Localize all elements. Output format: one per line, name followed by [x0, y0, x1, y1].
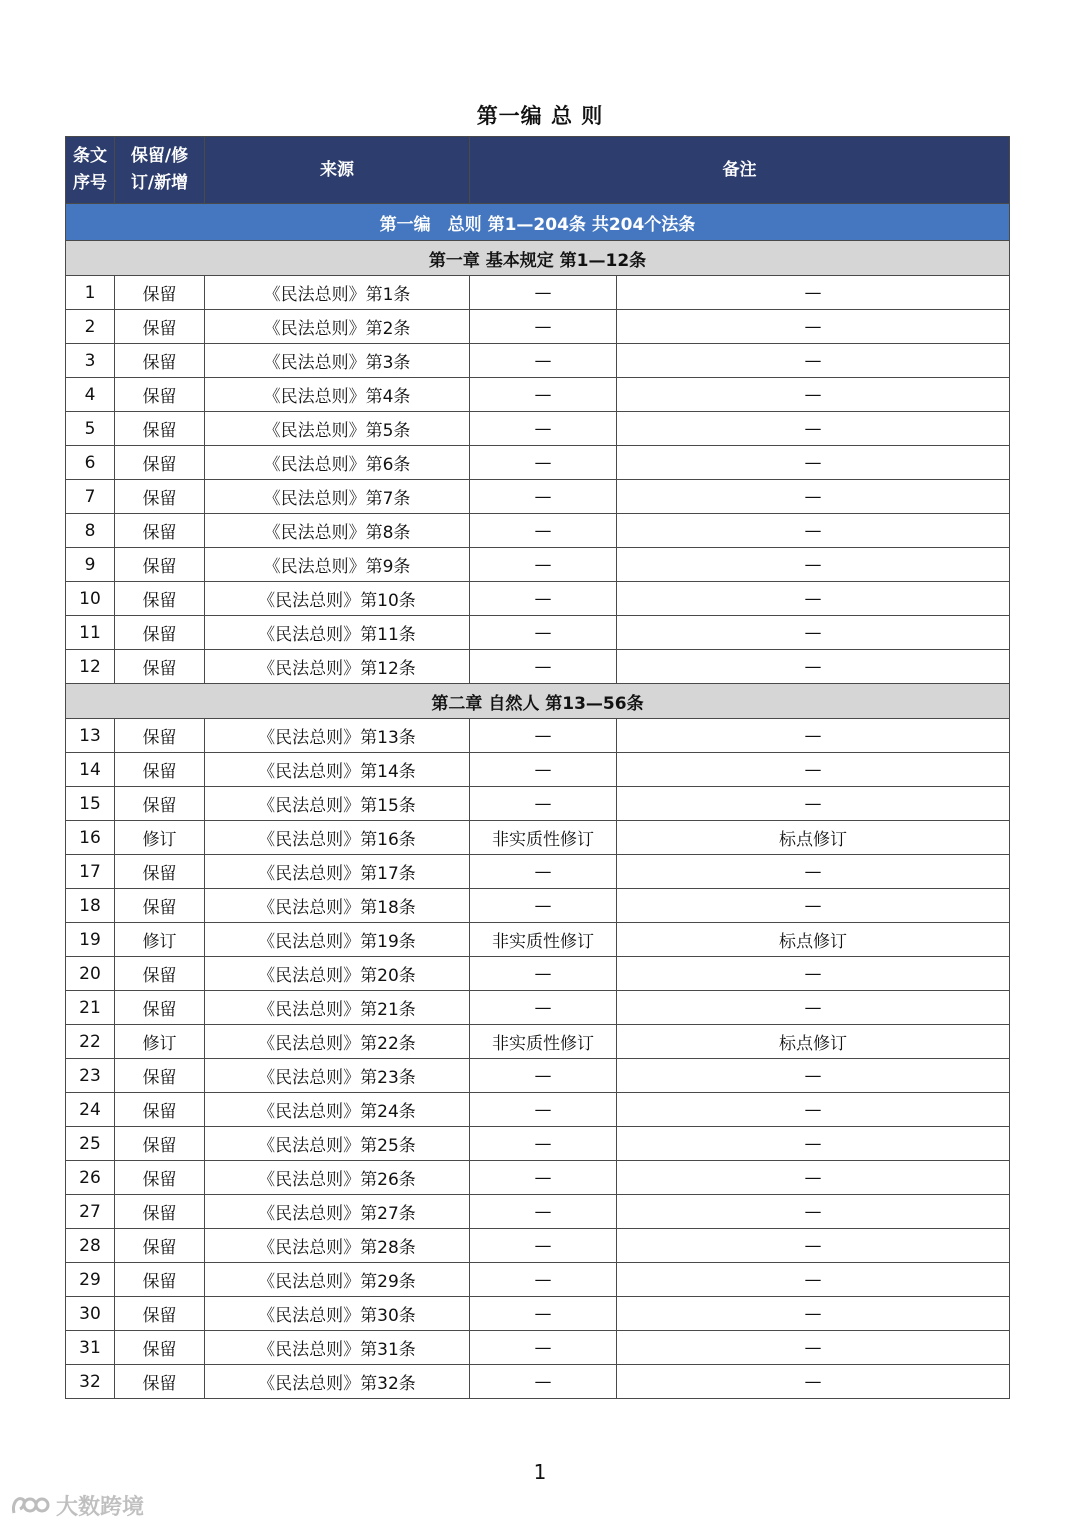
table-header-row	[66, 137, 1010, 204]
source-cell: 《民法总则》第9条	[205, 548, 470, 582]
source-cell: 《民法总则》第10条	[205, 582, 470, 616]
note-type-cell: —	[470, 1059, 617, 1093]
article-number-cell: 5	[66, 412, 115, 446]
table-row	[66, 1127, 1010, 1161]
note-type-cell: —	[470, 412, 617, 446]
note-detail-cell: —	[617, 719, 1010, 753]
source-cell: 《民法总则》第27条	[205, 1195, 470, 1229]
header-source: 来源	[205, 137, 470, 204]
article-number-cell: 26	[66, 1161, 115, 1195]
status-cell: 保留	[115, 719, 205, 753]
note-type-cell: —	[470, 889, 617, 923]
note-type-cell: 非实质性修订	[470, 1025, 617, 1059]
source-cell: 《民法总则》第2条	[205, 310, 470, 344]
note-type-cell: —	[470, 616, 617, 650]
note-type-cell: —	[470, 1195, 617, 1229]
source-cell: 《民法总则》第28条	[205, 1229, 470, 1263]
table-row	[66, 344, 1010, 378]
note-type-cell: —	[470, 1161, 617, 1195]
table-row	[66, 446, 1010, 480]
table-row	[66, 753, 1010, 787]
page-title: 第一编 总 则	[476, 104, 604, 128]
status-cell: 保留	[115, 344, 205, 378]
source-cell: 《民法总则》第31条	[205, 1331, 470, 1365]
note-detail-cell: —	[617, 1229, 1010, 1263]
table-row	[66, 719, 1010, 753]
article-number-cell: 19	[66, 923, 115, 957]
header-article-number	[66, 137, 115, 204]
chapter-row	[66, 684, 1010, 719]
article-number-cell: 14	[66, 753, 115, 787]
source-cell: 《民法总则》第16条	[205, 821, 470, 855]
status-cell: 保留	[115, 378, 205, 412]
note-detail-cell: —	[617, 650, 1010, 684]
note-type-cell: —	[470, 1297, 617, 1331]
note-detail-cell: —	[617, 991, 1010, 1025]
article-number-cell: 28	[66, 1229, 115, 1263]
note-detail-cell: —	[617, 446, 1010, 480]
table-row	[66, 1229, 1010, 1263]
note-detail-cell: —	[617, 1297, 1010, 1331]
status-cell: 保留	[115, 1297, 205, 1331]
table-row	[66, 276, 1010, 310]
note-type-cell: —	[470, 548, 617, 582]
watermark	[10, 1490, 144, 1521]
source-cell: 《民法总则》第8条	[205, 514, 470, 548]
note-detail-cell: —	[617, 1059, 1010, 1093]
status-cell: 保留	[115, 310, 205, 344]
status-cell: 保留	[115, 548, 205, 582]
table-row	[66, 1161, 1010, 1195]
header-notes: 备注	[470, 137, 1010, 204]
table-row	[66, 514, 1010, 548]
note-type-cell: —	[470, 276, 617, 310]
status-cell: 保留	[115, 957, 205, 991]
part-row	[66, 204, 1010, 241]
table-row	[66, 616, 1010, 650]
status-cell: 保留	[115, 991, 205, 1025]
status-cell: 保留	[115, 1195, 205, 1229]
article-number-cell: 21	[66, 991, 115, 1025]
note-type-cell: —	[470, 480, 617, 514]
note-type-cell: 非实质性修订	[470, 821, 617, 855]
source-cell: 《民法总则》第11条	[205, 616, 470, 650]
status-cell: 保留	[115, 855, 205, 889]
status-cell: 修订	[115, 1025, 205, 1059]
note-detail-cell: —	[617, 582, 1010, 616]
note-type-cell: —	[470, 1263, 617, 1297]
status-cell: 保留	[115, 1127, 205, 1161]
table-row	[66, 548, 1010, 582]
note-detail-cell: —	[617, 1161, 1010, 1195]
watermark-text: 大数跨境	[56, 1495, 145, 1520]
table-row	[66, 1297, 1010, 1331]
article-number-cell: 17	[66, 855, 115, 889]
table-row	[66, 650, 1010, 684]
status-cell: 保留	[115, 787, 205, 821]
source-cell: 《民法总则》第26条	[205, 1161, 470, 1195]
note-type-cell: 非实质性修订	[470, 923, 617, 957]
article-number-cell: 2	[66, 310, 115, 344]
article-number-cell: 16	[66, 821, 115, 855]
note-type-cell: —	[470, 1331, 617, 1365]
note-detail-cell: —	[617, 1365, 1010, 1399]
note-detail-cell: 标点修订	[617, 821, 1010, 855]
table-row	[66, 923, 1010, 957]
status-cell: 保留	[115, 1229, 205, 1263]
article-number-cell: 24	[66, 1093, 115, 1127]
note-detail-cell: —	[617, 480, 1010, 514]
source-cell: 《民法总则》第7条	[205, 480, 470, 514]
note-type-cell: —	[470, 582, 617, 616]
header-status-line1: 保留/修	[130, 146, 189, 166]
note-type-cell: —	[470, 855, 617, 889]
note-type-cell: —	[470, 719, 617, 753]
article-number-cell: 9	[66, 548, 115, 582]
source-cell: 《民法总则》第12条	[205, 650, 470, 684]
source-cell: 《民法总则》第4条	[205, 378, 470, 412]
table-row	[66, 412, 1010, 446]
note-detail-cell: —	[617, 753, 1010, 787]
article-number-cell: 20	[66, 957, 115, 991]
table-row	[66, 480, 1010, 514]
status-cell: 保留	[115, 753, 205, 787]
header-article-number-line2: 序号	[73, 173, 107, 193]
article-number-cell: 13	[66, 719, 115, 753]
status-cell: 保留	[115, 889, 205, 923]
note-detail-cell: —	[617, 548, 1010, 582]
article-number-cell: 31	[66, 1331, 115, 1365]
table-row	[66, 582, 1010, 616]
note-detail-cell: 标点修订	[617, 923, 1010, 957]
article-number-cell: 11	[66, 616, 115, 650]
table-row	[66, 821, 1010, 855]
note-detail-cell: —	[617, 889, 1010, 923]
article-number-cell: 8	[66, 514, 115, 548]
status-cell: 保留	[115, 1059, 205, 1093]
article-number-cell: 10	[66, 582, 115, 616]
source-cell: 《民法总则》第5条	[205, 412, 470, 446]
note-detail-cell: —	[617, 276, 1010, 310]
source-cell: 《民法总则》第3条	[205, 344, 470, 378]
source-cell: 《民法总则》第19条	[205, 923, 470, 957]
note-detail-cell: —	[617, 1127, 1010, 1161]
status-cell: 保留	[115, 412, 205, 446]
table-row	[66, 1365, 1010, 1399]
article-number-cell: 6	[66, 446, 115, 480]
table-row	[66, 1263, 1010, 1297]
status-cell: 保留	[115, 1093, 205, 1127]
source-cell: 《民法总则》第6条	[205, 446, 470, 480]
table-row	[66, 1331, 1010, 1365]
note-detail-cell: —	[617, 344, 1010, 378]
note-type-cell: —	[470, 991, 617, 1025]
article-number-cell: 30	[66, 1297, 115, 1331]
table-row	[66, 378, 1010, 412]
note-type-cell: —	[470, 650, 617, 684]
source-cell: 《民法总则》第29条	[205, 1263, 470, 1297]
note-detail-cell: —	[617, 412, 1010, 446]
status-cell: 保留	[115, 1365, 205, 1399]
note-type-cell: —	[470, 1127, 617, 1161]
header-status	[115, 137, 205, 204]
source-cell: 《民法总则》第1条	[205, 276, 470, 310]
note-detail-cell: —	[617, 1263, 1010, 1297]
article-number-cell: 29	[66, 1263, 115, 1297]
table-body	[66, 204, 1010, 1399]
status-cell: 保留	[115, 582, 205, 616]
note-type-cell: —	[470, 753, 617, 787]
status-cell: 修订	[115, 821, 205, 855]
source-cell: 《民法总则》第25条	[205, 1127, 470, 1161]
note-detail-cell: 标点修订	[617, 1025, 1010, 1059]
note-type-cell: —	[470, 1229, 617, 1263]
part-title: 第一编 总则 第1—204条 共204个法条	[66, 204, 1010, 241]
article-number-cell: 12	[66, 650, 115, 684]
chapter-row	[66, 241, 1010, 276]
status-cell: 保留	[115, 276, 205, 310]
note-detail-cell: —	[617, 855, 1010, 889]
table-row	[66, 787, 1010, 821]
source-cell: 《民法总则》第24条	[205, 1093, 470, 1127]
articles-table	[65, 136, 1010, 1399]
note-type-cell: —	[470, 1365, 617, 1399]
status-cell: 保留	[115, 514, 205, 548]
source-cell: 《民法总则》第21条	[205, 991, 470, 1025]
source-cell: 《民法总则》第32条	[205, 1365, 470, 1399]
table-row	[66, 889, 1010, 923]
article-number-cell: 15	[66, 787, 115, 821]
article-number-cell: 23	[66, 1059, 115, 1093]
note-type-cell: —	[470, 378, 617, 412]
source-cell: 《民法总则》第18条	[205, 889, 470, 923]
note-type-cell: —	[470, 344, 617, 378]
table-row	[66, 957, 1010, 991]
note-type-cell: —	[470, 1093, 617, 1127]
status-cell: 保留	[115, 480, 205, 514]
status-cell: 修订	[115, 923, 205, 957]
header-article-number-line1: 条文	[73, 146, 107, 166]
note-detail-cell: —	[617, 1093, 1010, 1127]
header-status-line2: 订/新增	[130, 173, 189, 193]
source-cell: 《民法总则》第30条	[205, 1297, 470, 1331]
status-cell: 保留	[115, 446, 205, 480]
table-row	[66, 1093, 1010, 1127]
note-detail-cell: —	[617, 1331, 1010, 1365]
article-number-cell: 4	[66, 378, 115, 412]
table-row	[66, 855, 1010, 889]
source-cell: 《民法总则》第22条	[205, 1025, 470, 1059]
source-cell: 《民法总则》第23条	[205, 1059, 470, 1093]
article-number-cell: 22	[66, 1025, 115, 1059]
chapter-title: 第一章 基本规定 第1—12条	[66, 241, 1010, 276]
table-row	[66, 1059, 1010, 1093]
status-cell: 保留	[115, 1161, 205, 1195]
note-type-cell: —	[470, 957, 617, 991]
article-number-cell: 7	[66, 480, 115, 514]
article-number-cell: 27	[66, 1195, 115, 1229]
article-number-cell: 18	[66, 889, 115, 923]
chapter-title: 第二章 自然人 第13—56条	[66, 684, 1010, 719]
note-type-cell: —	[470, 514, 617, 548]
note-type-cell: —	[470, 787, 617, 821]
table-row	[66, 991, 1010, 1025]
article-number-cell: 1	[66, 276, 115, 310]
note-type-cell: —	[470, 446, 617, 480]
note-detail-cell: —	[617, 514, 1010, 548]
source-cell: 《民法总则》第14条	[205, 753, 470, 787]
source-cell: 《民法总则》第13条	[205, 719, 470, 753]
table-row	[66, 1025, 1010, 1059]
article-number-cell: 25	[66, 1127, 115, 1161]
note-type-cell: —	[470, 310, 617, 344]
note-detail-cell: —	[617, 957, 1010, 991]
source-cell: 《民法总则》第15条	[205, 787, 470, 821]
article-number-cell: 3	[66, 344, 115, 378]
brand-logo-icon	[10, 1493, 50, 1519]
note-detail-cell: —	[617, 787, 1010, 821]
status-cell: 保留	[115, 650, 205, 684]
table-row	[66, 1195, 1010, 1229]
status-cell: 保留	[115, 616, 205, 650]
note-detail-cell: —	[617, 1195, 1010, 1229]
page-number: 1	[533, 1460, 547, 1484]
note-detail-cell: —	[617, 310, 1010, 344]
status-cell: 保留	[115, 1331, 205, 1365]
note-detail-cell: —	[617, 378, 1010, 412]
table-row	[66, 310, 1010, 344]
note-detail-cell: —	[617, 616, 1010, 650]
status-cell: 保留	[115, 1263, 205, 1297]
article-number-cell: 32	[66, 1365, 115, 1399]
source-cell: 《民法总则》第17条	[205, 855, 470, 889]
source-cell: 《民法总则》第20条	[205, 957, 470, 991]
